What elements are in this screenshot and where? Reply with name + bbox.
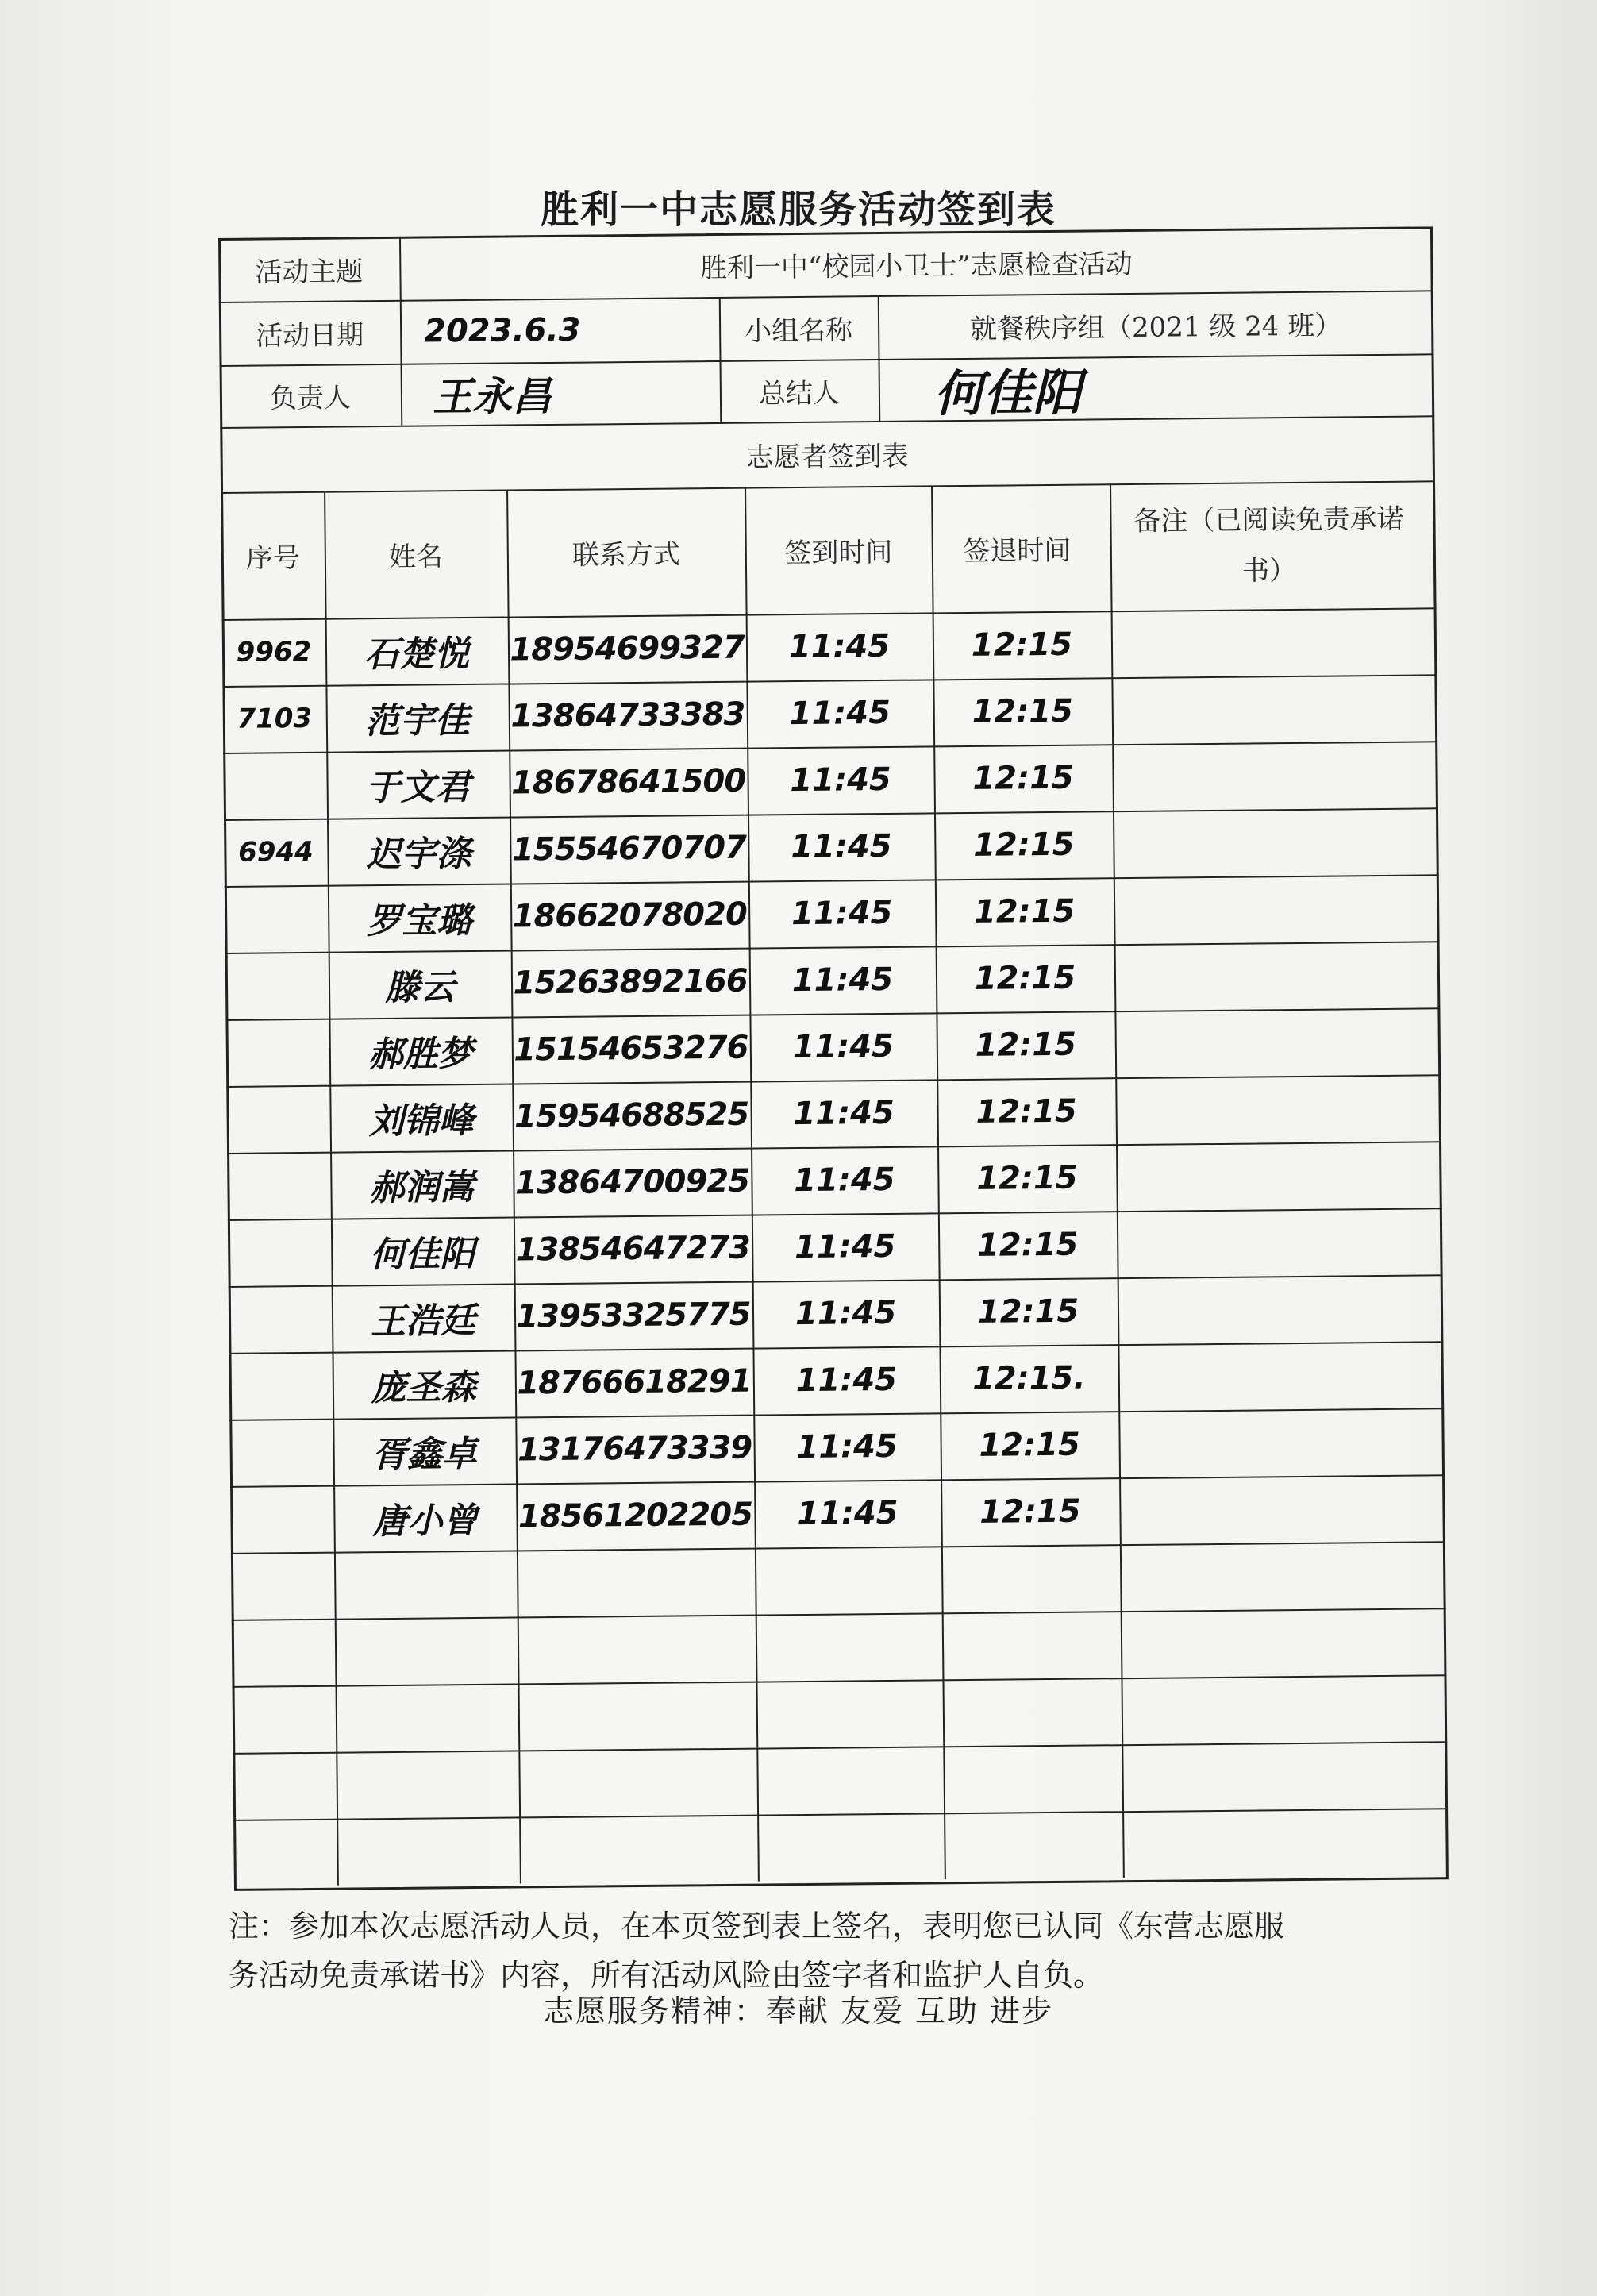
- page-title: 胜利一中志愿服务活动签到表: [540, 187, 1056, 232]
- row-index: 6944: [237, 835, 314, 869]
- checkin-time: 11:45: [791, 961, 894, 1000]
- remark-cell: [1114, 874, 1440, 944]
- checkout-time: 12:15: [977, 1292, 1079, 1331]
- column-header-remark: 备注（已阅读免责承诺书）: [1133, 503, 1404, 587]
- volunteer-name: 何佳阳: [370, 1233, 475, 1276]
- column-header-checkout: 签退时间: [963, 534, 1072, 568]
- volunteer-phone: 18766618291: [517, 1362, 752, 1402]
- volunteer-phone: [519, 1815, 758, 1884]
- row-index: [223, 752, 327, 819]
- section-title: 志愿者签到表: [746, 440, 909, 474]
- volunteer-phone: 15263892166: [513, 962, 748, 1002]
- remark-cell: [1118, 1341, 1444, 1411]
- checkout-time: [943, 1744, 1122, 1813]
- checkin-time: [756, 1612, 943, 1681]
- remark-cell: [1114, 941, 1441, 1011]
- checkout-time: 12:15: [974, 959, 1076, 997]
- volunteer-name: 刘锦峰: [368, 1100, 474, 1142]
- row-index: 9962: [236, 635, 312, 668]
- checkin-time: [756, 1746, 944, 1814]
- remark-cell: [1111, 674, 1437, 744]
- checkout-time: 12:15: [976, 1159, 1078, 1197]
- column-header-index: 序号: [245, 541, 301, 575]
- checkout-time: 12:15: [971, 626, 1073, 664]
- checkout-time: 12:15: [979, 1493, 1081, 1531]
- row-index: [225, 952, 329, 1019]
- row-index: [229, 1285, 333, 1353]
- date-label: 活动日期: [255, 318, 364, 352]
- volunteer-name: 石楚悦: [364, 633, 470, 676]
- row-index: [227, 1152, 331, 1219]
- row-index: [233, 1752, 337, 1820]
- note-line-1: 注：参加本次志愿活动人员，在本页签到表上签名，表明您已认同《东营志愿服: [229, 1909, 1285, 1944]
- checkin-time: 11:45: [789, 694, 891, 733]
- checkin-time: [755, 1546, 942, 1614]
- checkout-time: [942, 1678, 1122, 1746]
- row-index: 7103: [237, 702, 313, 735]
- volunteer-name: 范宇佳: [364, 699, 471, 742]
- remark-cell: [1119, 1474, 1445, 1544]
- leader-signature: 王永昌: [432, 372, 552, 421]
- remark-cell: [1118, 1408, 1445, 1477]
- summary-signature: 何佳阳: [933, 363, 1083, 422]
- row-index: [225, 885, 329, 953]
- remark-cell: [1113, 807, 1439, 877]
- volunteer-name: 滕云: [384, 967, 456, 1009]
- theme-label: 活动主题: [255, 255, 364, 289]
- row-index: [231, 1552, 335, 1620]
- checkin-time: [756, 1679, 943, 1747]
- volunteer-name: 迟宇涤: [366, 833, 471, 876]
- summary-label: 总结人: [758, 376, 841, 410]
- checkout-time: 12:15: [979, 1426, 1081, 1464]
- volunteer-name: [337, 1816, 520, 1885]
- checkin-time: 11:45: [794, 1227, 896, 1266]
- checkin-time: 11:45: [794, 1161, 895, 1200]
- volunteer-phone: 18561202205: [518, 1496, 753, 1535]
- remark-cell: [1121, 1608, 1447, 1678]
- row-index: [229, 1419, 333, 1486]
- row-index: [233, 1685, 337, 1753]
- volunteer-name: 于文君: [365, 766, 471, 809]
- checkin-time: 11:45: [788, 627, 891, 666]
- remark-cell: [1111, 607, 1437, 677]
- volunteer-phone: [518, 1682, 756, 1751]
- volunteer-phone: 15554670707: [511, 829, 747, 869]
- remark-cell: [1115, 1074, 1441, 1144]
- remark-cell: [1117, 1208, 1443, 1277]
- volunteer-phone: 15154653276: [514, 1029, 748, 1069]
- checkout-time: 12:15.: [972, 1359, 1086, 1397]
- checkin-time: 11:45: [792, 1027, 895, 1066]
- sign-in-sheet: [218, 226, 1449, 1891]
- row-index: [225, 1019, 329, 1086]
- volunteer-name: [336, 1750, 519, 1818]
- volunteer-name: 唐小曾: [372, 1500, 478, 1543]
- checkout-time: 12:15: [973, 892, 1076, 930]
- row-index: [230, 1485, 334, 1553]
- remark-cell: [1120, 1541, 1446, 1611]
- volunteer-phone: [517, 1548, 756, 1617]
- row-index: [233, 1819, 337, 1886]
- checkout-time: 12:15: [972, 692, 1074, 730]
- checkout-time: 12:15: [976, 1092, 1077, 1131]
- row-index: [229, 1352, 333, 1420]
- checkin-time: [757, 1813, 945, 1881]
- checkout-time: 12:15: [975, 1026, 1077, 1064]
- checkout-time: [944, 1811, 1123, 1879]
- column-header-checkin: 签到时间: [784, 536, 893, 569]
- remark-cell: [1114, 1007, 1441, 1077]
- volunteer-name: 胥鑫卓: [371, 1433, 477, 1476]
- remark-cell: [1121, 1674, 1447, 1744]
- disclaimer-note: [229, 1901, 1403, 2000]
- volunteer-phone: 13864733383: [510, 695, 745, 735]
- volunteer-name: [335, 1616, 518, 1685]
- checkout-time: 12:15: [976, 1226, 1079, 1264]
- checkout-time: 12:15: [972, 759, 1074, 797]
- volunteer-phone: 13953325775: [516, 1296, 751, 1335]
- date-value: 2023.6.3: [423, 311, 581, 350]
- row-index: [226, 1085, 330, 1153]
- volunteer-name: 庞圣森: [371, 1366, 477, 1409]
- checkin-time: 11:45: [791, 827, 892, 866]
- note-line-2: 务活动免责承诺书》内容，所有活动风险由签字者和监护人自负。: [229, 1958, 1104, 1993]
- volunteer-phone: 13854647273: [515, 1229, 751, 1269]
- column-header-contact: 联系方式: [571, 537, 681, 572]
- volunteer-phone: 15954688525: [514, 1096, 749, 1135]
- checkin-time: 11:45: [791, 894, 893, 933]
- volunteer-phone: 18678641500: [510, 762, 746, 802]
- checkin-time: 11:45: [795, 1361, 898, 1400]
- volunteer-phone: 18954699327: [510, 629, 745, 668]
- checkin-time: 11:45: [793, 1094, 895, 1133]
- remark-cell: [1118, 1274, 1444, 1344]
- remark-cell: [1122, 1808, 1449, 1878]
- remark-cell: [1116, 1141, 1442, 1211]
- row-index: [228, 1219, 332, 1286]
- leader-label: 负责人: [269, 381, 352, 414]
- volunteer-phone: [518, 1748, 757, 1817]
- volunteer-name: 王浩廷: [370, 1300, 476, 1343]
- group-value: 就餐秩序组（2021 级 24 班）: [969, 309, 1342, 345]
- volunteer-phone: 13176473339: [517, 1429, 752, 1469]
- group-label: 小组名称: [744, 314, 853, 348]
- volunteer-name: 郝胜梦: [368, 1033, 474, 1076]
- theme-value: 胜利一中“校园小卫士”志愿检查活动: [699, 248, 1133, 284]
- checkin-time: 11:45: [790, 761, 891, 799]
- volunteer-phone: 18662078020: [512, 896, 748, 935]
- checkout-time: [942, 1611, 1122, 1679]
- checkout-time: [941, 1544, 1121, 1612]
- volunteer-name: 郝润嵩: [369, 1166, 475, 1209]
- volunteer-name: [334, 1550, 518, 1618]
- remark-cell: [1122, 1741, 1448, 1811]
- volunteer-name: 罗宝璐: [367, 900, 472, 942]
- volunteer-phone: [518, 1615, 756, 1684]
- volunteer-name: [336, 1683, 519, 1751]
- volunteer-phone: 13864700925: [514, 1162, 750, 1202]
- checkin-time: 11:45: [797, 1494, 899, 1533]
- checkin-time: 11:45: [796, 1427, 899, 1466]
- column-header-name: 姓名: [388, 540, 444, 573]
- checkout-time: 12:15: [972, 826, 1075, 864]
- checkin-time: 11:45: [795, 1294, 897, 1333]
- remark-cell: [1112, 741, 1438, 811]
- volunteer-motto: 志愿服务精神：奉献 友爱 互助 进步: [543, 1994, 1054, 2028]
- row-index: [232, 1619, 336, 1686]
